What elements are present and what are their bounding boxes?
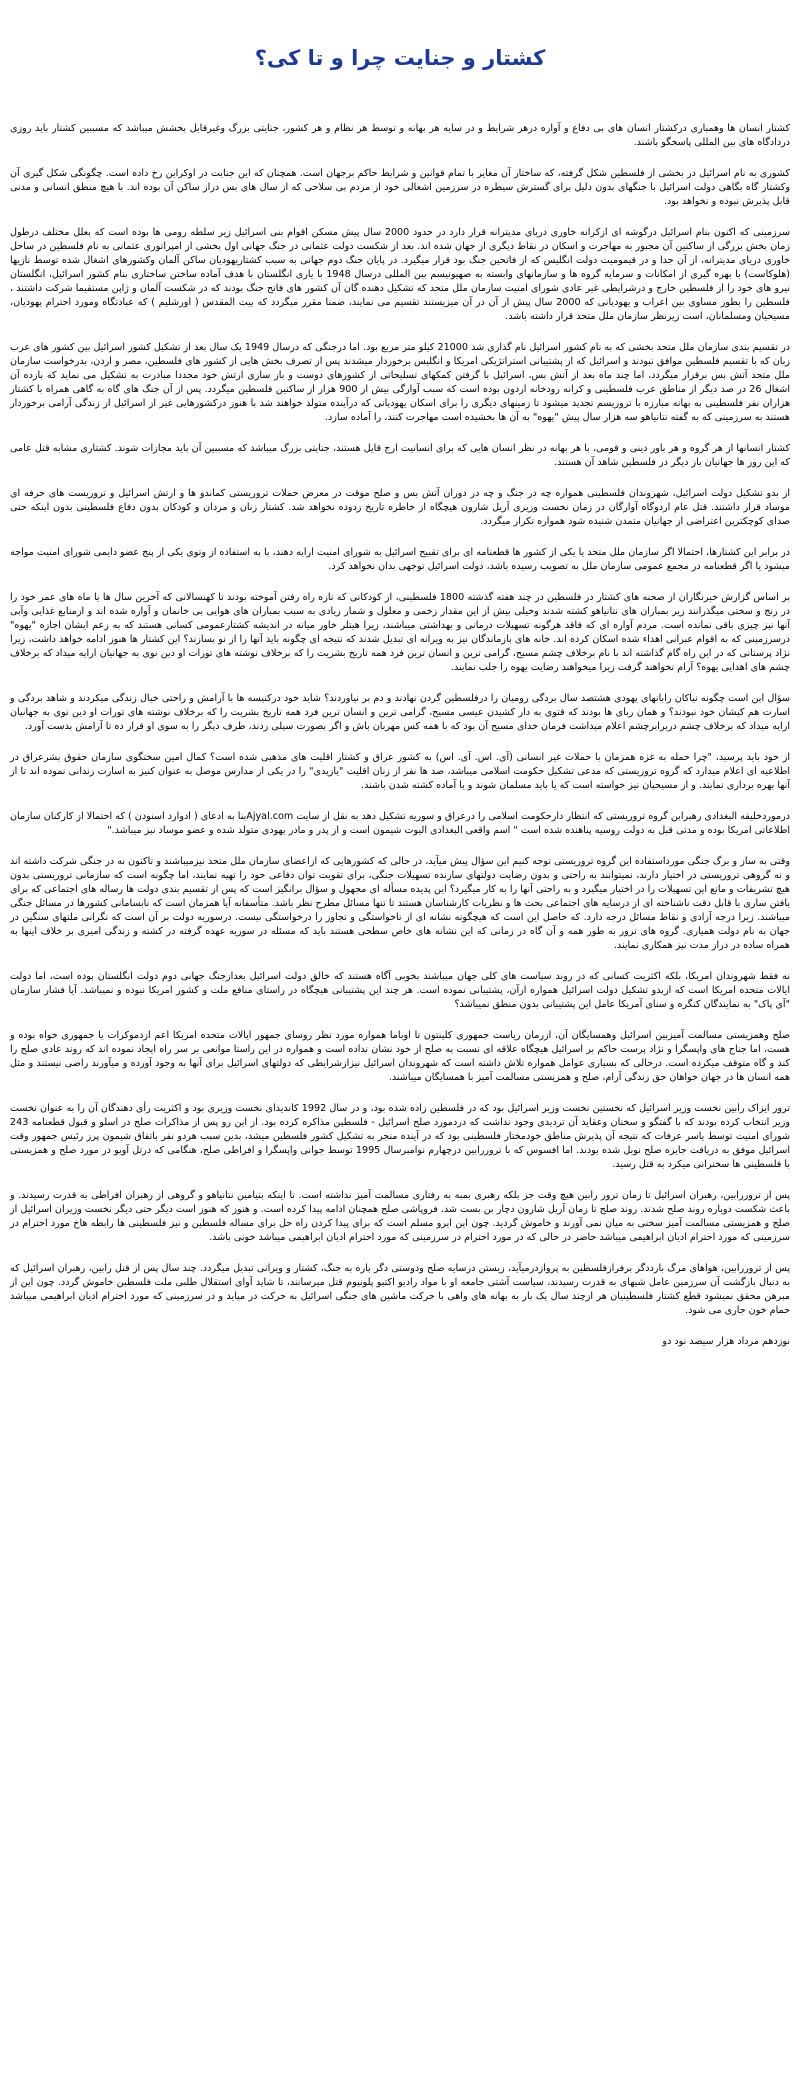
paragraph: کشتار انسانها از هر گروه و هر باور دینی و قومی، با هر بهانه در نظر انسان هایی که برای انسانیت ارج قایل هستند، جنایتی بزرگ میباشد که مسببین آن باید مجازات شوند. کشتاری مشابه قتل عامی که این روز ها جهانیان باز دیگر در فلسطین شاهد آن هستند. — [10, 443, 790, 468]
paragraph: ترور ایزاک رابین نخست وزیر اسرائیل که نخستین نخست وزیر اسرائیل بود که در فلسطین زاده شده بود، و در سال 1992 کاندیدای نخست وزیری بود و اکثریت رأی دهندگان آن را به عنوان نخست وزیر انتخاب کرده بودند که با گفتگو و سخنان وعقاید آن تردیدی وجود نداشت که دردمورد صلح اسرائیل - فلسطین مذاکره کرده بود. از این رو پس از مذاکرات صلح در اسلو و قبول قطعنامه 243 شورای امنیت توسط یاسر عرفات که نتیجه آن پذیرش مناطق خودمختار فلسطینی بود که در آینده منجر به تشکیل کشور فلسطین میشد، بدین سبب هردو نفر باتفاق شیمون پرز رئیس جمهور وقت اسرائیل موفق به دریافت جایزه صلح نوبل شده بودند. اما افسوس که با تروررابین درچهارم نوامبرسال 1995 توسط جوانی واپسگرا و افراطی صلح، هنگامی که درتل آویو در مورد صلح و همزیستی با فلسطینی ها سخنرانی میکرد به قتل رسید. — [10, 1103, 790, 1170]
paragraph: پس از تروررابین، رهبران اسرائیل تا زمان ترور رابین هیچ وقت جز بلکه رهبری بمبه به رفتاری مسالمت آمیز نداشته است. تا اینکه بنیامین نتانیاهو و گروهی از رهبران افراطی به قدرت رسیدند. و باعث شکست دوباره روند صلح شدند. روند صلح تا زمان آریل شارون دچار بن بست شد. فروپاشی صلح همچنان ادامه پیدا کرده است. و هنوز که هنوز است دیگر حتی دیگر نخست وزیران اسرائیل از صلح و همزیستی مسالمت آمیز سخنی به میان نمی آورند و خاموش گردید. چون این ایرو مسلم است که برای پیدا کردن راه حل برای مساله فلسطین و نیز فلسطینی ها رابطه هاخ مورد احترام در سرزمینی که مورد احترام ادیان ابراهیمی میباشد حاضر در حالی که در مورد احترام در سرزمینی که مورد احترام ادیان ابراهیمی میباشد خونی باشد. — [10, 1190, 790, 1243]
paragraph: کشوری به نام اسرائیل در بخشی از فلسطین شکل گرفته، که ساختار آن مغایر با تمام قوانین و شرایط حاکم برجهان است. همچنان که این جنایت در اوکراین رخ داده است. چگونگی شکل گیری آن وکشتار گاه بگاهی دولت اسرائیل با جنگهای بدون دلیل برای گسترش سیطره در سرزمین اشغالی خود از مردم بی سلاحی که از سال های بس دراز ساکن آن بوده اند. با هیچ منطق انسانی و مدنی قابل پذیرش نبوده و نخواهد بود. — [10, 168, 790, 207]
paragraph: پس از تروررابین، هواهای مرگ بارددگر برفرازفلسطین به پروازدرمیآید، زیستن درسایه صلح ودوستی دگر باره به جنگ، کشتار و ویرانی تبدیل میگردد. چند سال پس از قتل رابین، رهبران اسرائیل که به دنبال بازگشت آن سرزمین عامل شیهای به قدرت رسیدند، سیاست آشتی جامعه او با مواد رادیو اکتیو پلونیوم قتل میرسانند، تا شاید آوای استقلال طلبی ملت فلسطین خاموش گردد. چون این از مبرهن محقق نمیشود قطع کشتار فلسطینیان هر ازچند سال یک بار به بهانه های واهی با حرکت ماشین های جنگی اسرائیل به حرکت در میاید و در سرزمینی که مورد احترام ادیان ابراهیمی میباشد حمام خون جاری می شود. — [10, 1263, 790, 1316]
paragraph: سؤال این است چگونه نیاکان رابانهای یهودی هشتصد سال بردگی رومیان را درفلسطین گردن نهادند و دم بر نیاوردند؟ شاید خود درکنیسه ها با آرامش و راحتی خیال زندگی میکردند و شاهد بردگی و اسارت هم کیشان خود نبودند؟ و همان ربای ها بودند که قتوی به دار کشیدن عیسی مسیح، گرامی ترین و انسان ترین فرد همه تاریخ بشریت را که برخلاف نوشته های تورات او دین نوی به جهانیان ارایه میداد که برخلاف چشم دربرابرچشم اعلام میداشت فرمان خدای مسیح آن بود که با همه کس مهربان باش و اگر بصورت سیلی زدند، طرف دیگر را به سوی او قرار ده تا آرامش بدست آورد. — [10, 693, 790, 732]
paragraph: سرزمینی که اکنون بنام اسرائیل درگوشه ای ازکرانه خاوری دریای مدیترانه قرار دارد در حدود 2000 سال پیش مسکن اقوام بنی اسرائیل زیر سلطه رومی ها بوده است که بعلل مختلف درطول زمان بخش بزرگی از ساکنین آن مجبور به مهاجرت و اسکان در نقاط دیگری از جهان شده اند. بعد از شکست دولت عثمانی در جنگ جهانی اول بخشی از امپراتوری عثمانی به نام فلسطین در ساحل خاوری دریای مدیترانه، از آن جدا و در قیمومیت دولت انگلیس که از فاتحین جنگ بود قرار میگیرد. در پایان جنگ دوم جهانی به سبب کشتاریهودیان ساکن آلمان وکشورهای اشغال شده توسط نازیها (هلوکاست) با بهره گیری از امکانات و سرمایه گروه ها و سازمانهای وابسته به صهیونیسم بین المللی درسال 1948 با یاری انگلستان با هدف آماده ساختن ساختاری بنام کشور اسرائیل، انگلستان نیرو های خود را از فلسطین خارج و درشرایطی غیر عادی شورای امنیت سازمان ملل متحد که تشکیل دهنده گان آن کشور های فاتح جنگ بودند که در شکست آلمان و ژاپن مستقیما شرکت داشتند ، فلسطین را بطور مساوی بین اعراب و یهودیانی که 2000 سال پیش از آن در آن میزیستند تقسیم می نمایند، ضمنا مقرر میگردد که بیت المقدس ( اورشلیم ) که عبادتگاه ومورد احترام یهودیان، مسیحیان ومسلمانان، است زیرنظر سازمان ملل متحد قرار داشته باشد. — [10, 227, 791, 322]
paragraph: از بدو تشکیل دولت اسرائیل، شهروندان فلسطینی همواره چه در جنگ و چه در دوران آتش بس و صلح موقت در معرض حملات تروریستی کماندو ها و ارتش اسرائیل و تروریست های حرفه ای موساد قرار داشتند. قتل عام اردوگاه آوارگان در زمان نخست وزیری آریل شارون هیچگاه از خاطره تاریخ زدوده نخواهد شد. کشتار زنان و مردان و کودکان بدون دفاع فلسطینی بدون اینکه حتی صدای کوچکترین اعتراضی از جهانیان متمدن شنیده شود همواره تکرار میگردد. — [10, 488, 790, 527]
paragraph: از خود باید پرسید، "چرا حمله به غزه همزمان با حملات غیر انسانی (آی. اس. آی. اس) به کشور عراق و کشتار اقلیت های مذهبی شده است؟ کمال امین سخنگوی سازمان حقوق بشرعراق در اطلاعیه ای اعلام میدارد که گروه تروریستی که مدعی تشکیل حکومت اسلامی میباشد، صد ها نفر از زنان اقلیت "یازیدی" را در یکی از مدارس موصل به عنوان کنیز به اسارت زندانی نموده اند تا از آنها بهره برداری نمایند. و از مسیحیان نیز خواسته است که یا باید مسلمان شوند و یا آماده کشته شدن باشند. — [10, 752, 790, 791]
paragraph: کشتار انسان ها وهمباری درکشتار انسان های بی دفاع و آواره درهر شرایط و در سایه هر بهانه و توسط هر نظام و هر کشور، جنایتی بزرگ وغیرقابل بخشش میباشد که مسببین کشتار باید روزی دردادگاه های بین المللی پاسخگو باشند. — [10, 123, 790, 148]
page-title: کشتار و جنایت چرا و تا کی؟ — [254, 46, 546, 70]
date-signature: نوزدهم مرداد هزار سیصد نود دو — [662, 1336, 790, 1347]
paragraph: صلح وهمزیستی مسالمت آمیزبین اسرائیل وهمسایگان آن، ازرمان ریاست جمهوری کلینتون تا اوباما همواره مورد نظر روسای جمهور ایالات متحده امریکا اعم ازدموکرات یا جمهوری خواه بوده و هست، اما جناح های واپسگرا و نژاد پرست حاکم بر اسرائیل هیچگاه علاقه ای نسبت به صلح از خود نشان نداده است و همواره در این راستا موانعی بر سر راه ایجاد نموده اند که روند عادی صلح را کند و گاه متوقف میکرده است. درحالی که بسیاری عوامل همواره تلاش داشته است که شهروندان اسرائیل نیزازشرایطی که دولتهای اسرائیل برای آنها به وجود آورده و میآورند راضی نیستند و مثل همه انسان ها در جهان خواهان حق زندگی آرام، صلح و همزیستی مسالمت آمیز با همسایگان میباشند. — [10, 1030, 790, 1083]
paragraph: در برابر این کشتارها، احتمالا اگر سازمان ملل متحد یا یکی از کشور ها قطعنامه ای برای تقبیح اسرائیل به شورای امنیت ارایه دهند، با به استفاده از وتوی یکی از پنج عضو دایمی شورای امنیت مواجه میشود یا اگر قطعنامه در مجمع عمومی سازمان ملل به تصویب رسیده باشد، دولت اسرائیل توجهی بدان نخواهد کرد. — [10, 547, 790, 572]
paragraph: بر اساس گزارش خبرنگاران از صحنه های کشتار در فلسطین در چند هفته گذشته 1800 فلسطینی، از کودکانی که تازه راه رفتن آموخته بودند تا کهنسالانی که آخرین سال ها یا ماه های عمر خود را در رنج و سختی میگذرانند زیر بمباران های نتانیاهو کشته شدند وخیلی بیش از این مقدار زخمی و معلول و شمار زیادی به سبب بمباران های هوایی بی خانمان و آواره شده اند و ازمنابع غذایی وآبی آنها نیز چیزی باقی نمانده است. مردم آواره ای که فاقد هرگونه تسهیلات درمانی و بهداشتی میباشند، زیرا هیتلر خاور میانه در اندیشه کشتارعمومی کسانی هستند که به زعم ایشان اجازه "یهوه" درسرزمینی که به اقوام عبرانی اهداء شده اسکان کرده اند. خانه های بازماندگان نیز به ویرانه ای تبدیل شدند که نتیجه ای چگونه باید آنها را از نو بسازند؟ این کشتار ها هنوز ادامه خواهد داشت، زیرا نژاد پرستانی که در این راه گام گذاشته اند با نام برخلاف چشم مسیح، گرامی ترین و انسان ترین فرد همه تاریخ بشریت را که برخلاف نوشته های تورات او دین نوی به جهانیان ارایه میداد که برخلاف چشم های اهدایی یهوه؟ آرام نخواهند گرفت زیرا میخواهند رضایت یهوه را جلب نمایند. — [10, 592, 790, 673]
article-body — [10, 122, 790, 1349]
paragraph: وقتی به ساز و برگ جنگی مورداستفاده این گروه تروریستی توجه کنیم این سؤال پیش میآید، در حالی که کشورهایی که ازاعضای سازمان ملل متحد نیزمیباشند و تاکنون نه در جنگی شرکت داشته اند و نه گروهی تروریستی در اختیار دارند، نمیتوانند به راحتی و بدون رضایت دولتهای سازنده تسهیلات جنگی، برای تقویت توان دفاعی خود را تهیه نمایند، اما چگونه است که سازمانی تروریستی بدون هیچ تشریفات و مانع این تسهیلات را در اختیار میگیرد و به راحتی آنها را به کار میگیرد؟ این پدیده مسأله ای مجهول و سؤال برانگیز است که پس از تقسیم بندی دولت ها رساله های اجتماعی که برای بافتن ساری با قابل دقت ناشناخته ای از درسایه های اجتماعی بحث ها و نظریات کارشناسان هستند تا تنها مسائل مطرح نظر باشد. متأسفانه آیا همزمان است که نابسامانی کشورها در مسائل جنگی میباشند. زیرا درجه آزادی و نقاط مسائل درجه دارد. که حاصل این است که هیچگونه نشانه ای از ناخواستگی و تجاوز را درخواستگی نیست. درسوریه دولت بر آن است که نگرانی ملتهای سنگین در جهان به نام دولت همیاری. گروه های ترور به طور همه و آن گاه در زمانی که این نشانه های خاص سطحی هستند باید که مسئله در سوریه عهده گرفته در کشته و زندگی امیری بر خلاف اینها به همراه ساده در دراز مدت نیز همکاری نمایند. — [10, 856, 790, 951]
paragraph: درموردخلیفه البغدادی رهبراین گروه تروریستی که انتظار دارحکومت اسلامی را درعراق و سوریه تشکیل دهد به نقل از سایت Ajyal.comبنا به ادعای ( ادوارد اسنودن ) که احتمالا از کارکنان سازمان اطلاعاتی امریکا بوده و مدتی قبل به دولت روسیه پناهنده شده است " اسم واقعی البغدادی الیوت شیمون است و از پدر و مادر یهودی متولد شده و عضو موساد نیز میباشد." — [10, 811, 790, 836]
paragraph: در تقسیم بندی سازمان ملل متحد بخشی که به نام کشور اسرائیل نام گذاری شد 21000 کیلو متر مربع بود. اما درجنگی که درسال 1949 یک سال بعد از تشکیل کشور اسرائیل بین کشور های عرب زبان که با تقسیم فلسطین موافق نبودند و اسرائیل که از پشتیبانی استراتژیکی امریکا و انگلیس برخوردار میشدند پس از تصرف بخش هایی از کشور های فلسطین، مصر و اردن، بدرخواست سازمان ملل متحد آتش بس برقرار میگردد، اما چند ماه بعد از آتش بس، اسرائیل با گرفتن کمکهای تسلیحاتی از کشورهای دوست و باز سازی ارتش خود مجددا مبادرت به تشکیل می نماید که بازده آن اشغال 26 در صد دیگر از مناطق عرب فلسطینی و کرانه رودخانه اردون بوده است که سبب آوارگی بیش از 900 هزار از ساکنین فلسطین میگردد. پس از آن جنگ های گاه به گاهی همراه با کشتار هزاران نفر فلسطینی به بهانه مبارزه با تروریسم تجدید میشود تا زمینهای دیگری را برای اسکان یهودیانی که درآینده متولد خواهند شد با هنوز درکشورهایی غیر از اسرائیل از زندگی آرامی برخوردار هستند به سرزمینی که به گفته نتانیاهو سه هزار سال پیش "یهوه" به آن ها بخشیده است مهاجرت کنند، را آماده سازد. — [10, 342, 790, 423]
paragraph: نه فقط شهروندان امریکا، بلکه اکثریت کسانی که در روند سیاست های کلی جهان میباشند بخوبی آگاه هستند که خالق دولت اسرائیل بعدازجنگ جهانی دوم دولت انگلستان بوده است، اما دولت ایالات متحده امریکا است که ازبدو تشکیل دولت اسرائیل همواره ازآن، پشتیبانی نموده است. هر چند این پشتیبانی هیچگاه در راستای منافع ملت و کشور امریکا نبوده و نمیباشد. آیا فشار سازمان "آی پاک" به نمایندگان کنگره و سنای آمریکا عامل این پشتیبانی بدون منطق نمیباشد؟ — [10, 971, 790, 1010]
